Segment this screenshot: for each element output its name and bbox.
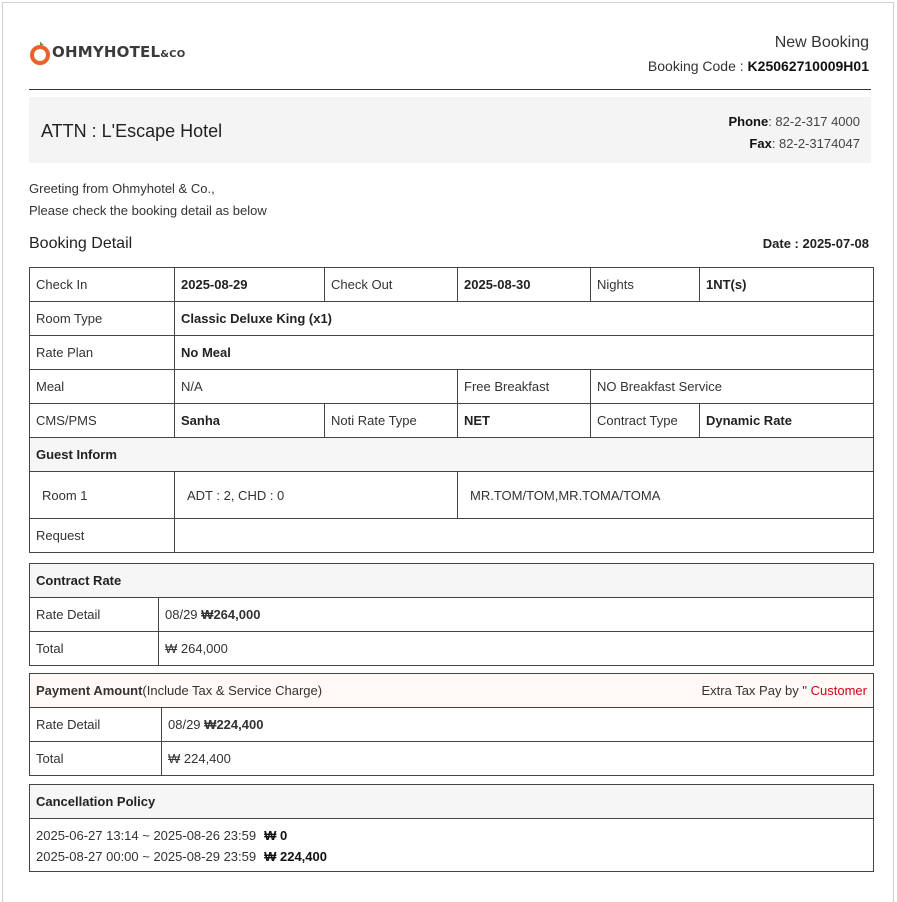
cancellation-list xyxy=(30,819,873,871)
logo-text: OHMYHOTEL&CO xyxy=(52,43,186,61)
header-divider xyxy=(29,89,871,90)
cancellation-policy-title: Cancellation Policy xyxy=(30,785,874,819)
table-row: Meal N/A Free Breakfast NO Breakfast Service xyxy=(30,370,874,404)
cancellation-policy-table xyxy=(29,784,874,872)
contract-rate-table xyxy=(29,563,874,666)
check-out-value: 2025-08-30 xyxy=(458,268,591,302)
contract-rate-detail: 08/29 ₩264,000 xyxy=(159,598,874,632)
table-row: Rate Detail 08/29 ₩264,000 xyxy=(30,598,874,632)
booking-code: Booking Code : K25062710009H01 xyxy=(647,58,869,74)
table-row xyxy=(30,438,874,472)
booking-page xyxy=(2,2,894,902)
booking-header xyxy=(648,34,869,74)
table-row xyxy=(30,785,874,819)
check-in-value: 2025-08-29 xyxy=(175,268,325,302)
payment-rate-detail: 08/29 ₩224,400 xyxy=(162,708,874,742)
table-row xyxy=(30,674,874,708)
guest-names: MR.TOM/TOM,MR.TOMA/TOMA xyxy=(458,472,874,519)
payment-total: ₩ 224,400 xyxy=(162,742,874,776)
booking-date: Date : 2025-07-08 xyxy=(762,236,869,251)
table-row xyxy=(30,819,874,872)
occupancy-value: ADT : 2, CHD : 0 xyxy=(175,472,458,519)
payment-amount-header: Payment Amount(Include Tax & Service Charge) Extra Tax Pay by " Customer xyxy=(30,674,874,708)
rate-plan-value: No Meal xyxy=(175,336,874,370)
table-row: Total ₩ 224,400 xyxy=(30,742,874,776)
free-breakfast-value: NO Breakfast Service xyxy=(591,370,874,404)
attn-box xyxy=(29,97,871,163)
table-row: Total ₩ 264,000 xyxy=(30,632,874,666)
attn-title: ATTN : L'Escape Hotel xyxy=(41,121,223,141)
meal-value: N/A xyxy=(175,370,458,404)
table-row: Rate Detail 08/29 ₩224,400 xyxy=(30,708,874,742)
booking-detail-title: Booking Detail xyxy=(29,235,133,252)
list-item: 2025-08-27 00:00 ~ 2025-08-29 23:59 ₩ 224,400 xyxy=(36,849,327,864)
nights-value: 1NT(s) xyxy=(700,268,874,302)
list-item: 2025-06-27 13:14 ~ 2025-08-26 23:59 ₩ 0 xyxy=(36,828,288,843)
table-row: CMS/PMS Sanha Noti Rate Type NET Contract Type Dynamic Rate xyxy=(30,404,874,438)
hotel-phone: Phone: 82-2-317 4000 xyxy=(728,114,860,129)
orange-fruit-icon xyxy=(29,39,51,65)
table-row xyxy=(30,472,874,519)
contract-rate-total: ₩ 264,000 xyxy=(159,632,874,666)
table-row: Rate Plan No Meal xyxy=(30,336,874,370)
page-title: New Booking xyxy=(774,34,869,51)
table-row xyxy=(30,564,874,598)
hotel-contact xyxy=(728,111,860,155)
contract-rate-title: Contract Rate xyxy=(30,564,874,598)
extra-tax-note: Extra Tax Pay by " Customer xyxy=(701,683,867,698)
ohmyhotel-logo xyxy=(29,39,185,65)
noti-rate-value: NET xyxy=(458,404,591,438)
table-row: Check In 2025-08-29 Check Out 2025-08-30 Nights 1NT(s) xyxy=(30,268,874,302)
request-value xyxy=(175,519,874,553)
greeting: Greeting from Ohmyhotel & Co., Please check the booking detail as below xyxy=(29,181,267,218)
room-type-value: Classic Deluxe King (x1) xyxy=(175,302,874,336)
hotel-fax: Fax: 82-2-3174047 xyxy=(749,136,860,151)
table-row: Room Type Classic Deluxe King (x1) xyxy=(30,302,874,336)
guest-inform-header: Guest Inform xyxy=(30,438,874,472)
booking-detail-table xyxy=(29,267,874,553)
contract-type-value: Dynamic Rate xyxy=(700,404,874,438)
payment-amount-table xyxy=(29,673,874,776)
room-label: Room 1 xyxy=(30,472,175,519)
table-row: Request xyxy=(30,519,874,553)
cms-value: Sanha xyxy=(175,404,325,438)
